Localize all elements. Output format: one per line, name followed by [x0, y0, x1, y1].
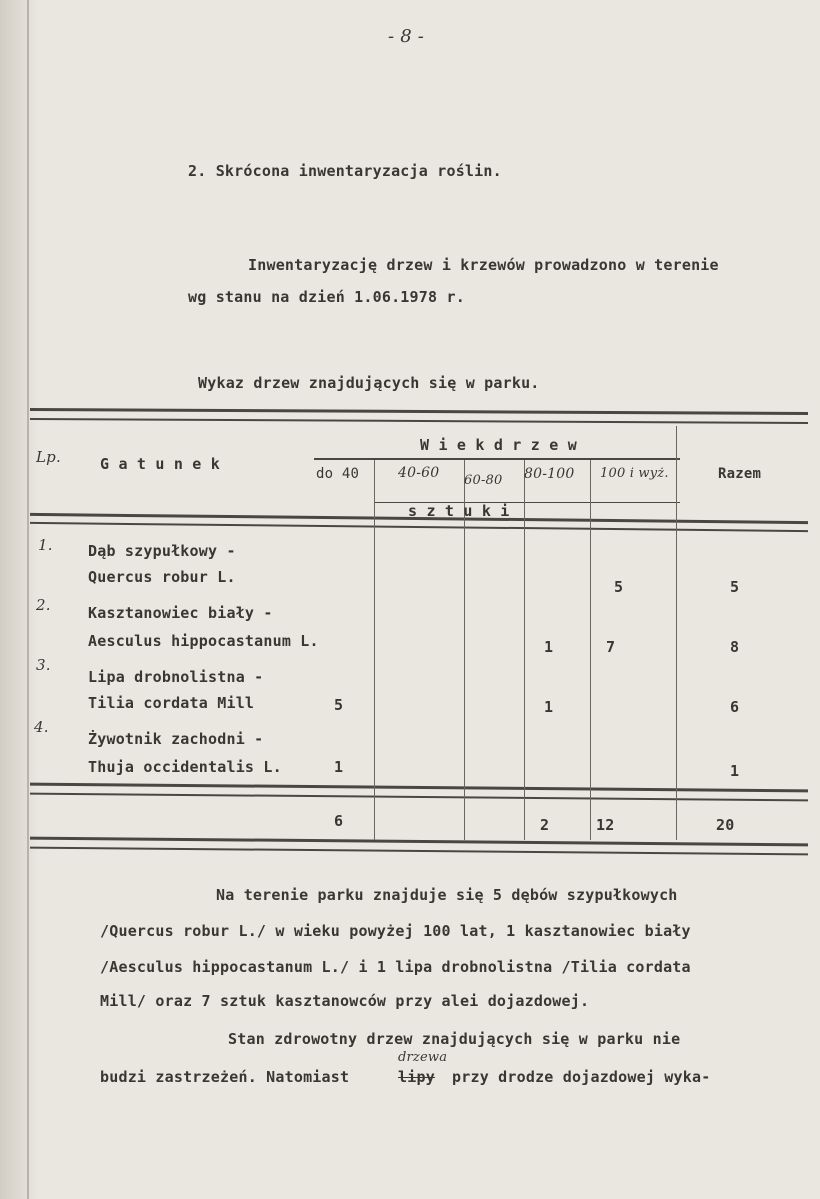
para2-line2-start: budzi zastrzeżeń. Natomiast	[100, 1068, 350, 1086]
header-lp: Lp.	[36, 448, 61, 466]
col-line-3	[524, 460, 525, 840]
row3-razem: 6	[730, 698, 740, 716]
row1-100-plus: 5	[614, 578, 624, 596]
intro-line-1: Inwentaryzację drzew i krzewów prowadzono w terenie	[248, 256, 719, 274]
row1-name: Dąb szypułkowy -	[88, 542, 236, 560]
header-do40: do 40	[316, 466, 360, 482]
col-line-5	[676, 426, 677, 840]
header-60-80: 60-80	[464, 473, 503, 488]
para1-line1: Na terenie parku znajduje się 5 dębów szypułkowych	[216, 886, 678, 904]
row1-latin: Quercus robur L.	[88, 568, 236, 586]
col-line-1	[374, 460, 375, 840]
row3-do40: 5	[334, 696, 344, 714]
table-top-rule-2	[30, 418, 808, 424]
header-gatunek: G a t u n e k	[100, 455, 220, 473]
row4-lp: 4.	[34, 718, 49, 736]
header-100-plus: 100 i wyż.	[600, 466, 669, 481]
row3-latin: Tilia cordata Mill	[88, 694, 255, 712]
row3-80-100: 1	[544, 698, 554, 716]
table-bottom-rule	[30, 837, 808, 847]
totals-top-rule	[30, 783, 808, 793]
total-do40: 6	[334, 812, 344, 830]
row2-latin: Aesculus hippocastanum L.	[88, 632, 319, 650]
header-40-60: 40-60	[398, 465, 440, 481]
para1-line3: /Aesculus hippocastanum L./ i 1 lipa drobnolistna /Tilia cordata	[100, 958, 691, 976]
header-wiek: W i e k d r z e w	[420, 436, 577, 454]
row2-name: Kasztanowiec biały -	[88, 604, 273, 622]
row4-do40: 1	[334, 758, 344, 776]
header-80-100: 80-100	[524, 466, 575, 482]
col-line-4	[590, 460, 591, 840]
struck-word: lipy	[398, 1068, 435, 1086]
total-100-plus: 12	[596, 816, 615, 834]
section-title: 2. Skrócona inwentaryzacja roślin.	[188, 162, 502, 180]
header-sztuki: s z t u k i	[408, 502, 510, 520]
row1-razem: 5	[730, 578, 740, 596]
para2-line1: Stan zdrowotny drzew znajdujących się w parku nie	[228, 1030, 681, 1048]
intro-line-2: wg stanu na dzień 1.06.1978 r.	[188, 288, 465, 306]
row3-name: Lipa drobnolistna -	[88, 668, 264, 686]
total-80-100: 2	[540, 816, 550, 834]
table-bottom-rule-2	[30, 847, 808, 856]
row2-80-100: 1	[544, 638, 554, 656]
table-top-rule	[30, 408, 808, 415]
para2-line2-end: przy drodze dojazdowej wyka-	[452, 1068, 711, 1086]
para1-line2: /Quercus robur L./ w wieku powyżej 100 lat, 1 kasztanowiec biały	[100, 922, 691, 940]
para1-line4: Mill/ oraz 7 sztuk kasztanowców przy alei dojazdowej.	[100, 992, 590, 1010]
totals-top-rule-2	[30, 793, 808, 802]
page-number: - 8 -	[388, 26, 425, 47]
row2-100-plus: 7	[606, 638, 616, 656]
row2-lp: 2.	[36, 596, 51, 614]
total-razem: 20	[716, 816, 735, 834]
header-bottom-rule-2	[30, 522, 808, 532]
row4-latin: Thuja occidentalis L.	[88, 758, 282, 776]
row4-name: Żywotnik zachodni -	[88, 730, 264, 748]
binding-shadow	[0, 0, 38, 1199]
row2-razem: 8	[730, 638, 740, 656]
header-razem: Razem	[718, 466, 762, 482]
row3-lp: 3.	[36, 656, 51, 674]
row1-lp: 1.	[38, 536, 53, 554]
table-caption: Wykaz drzew znajdujących się w parku.	[198, 374, 540, 392]
handwritten-correction: drzewa	[398, 1050, 448, 1065]
row4-razem: 1	[730, 762, 740, 780]
binding-edge	[27, 0, 29, 1199]
wiek-underline	[314, 458, 680, 460]
